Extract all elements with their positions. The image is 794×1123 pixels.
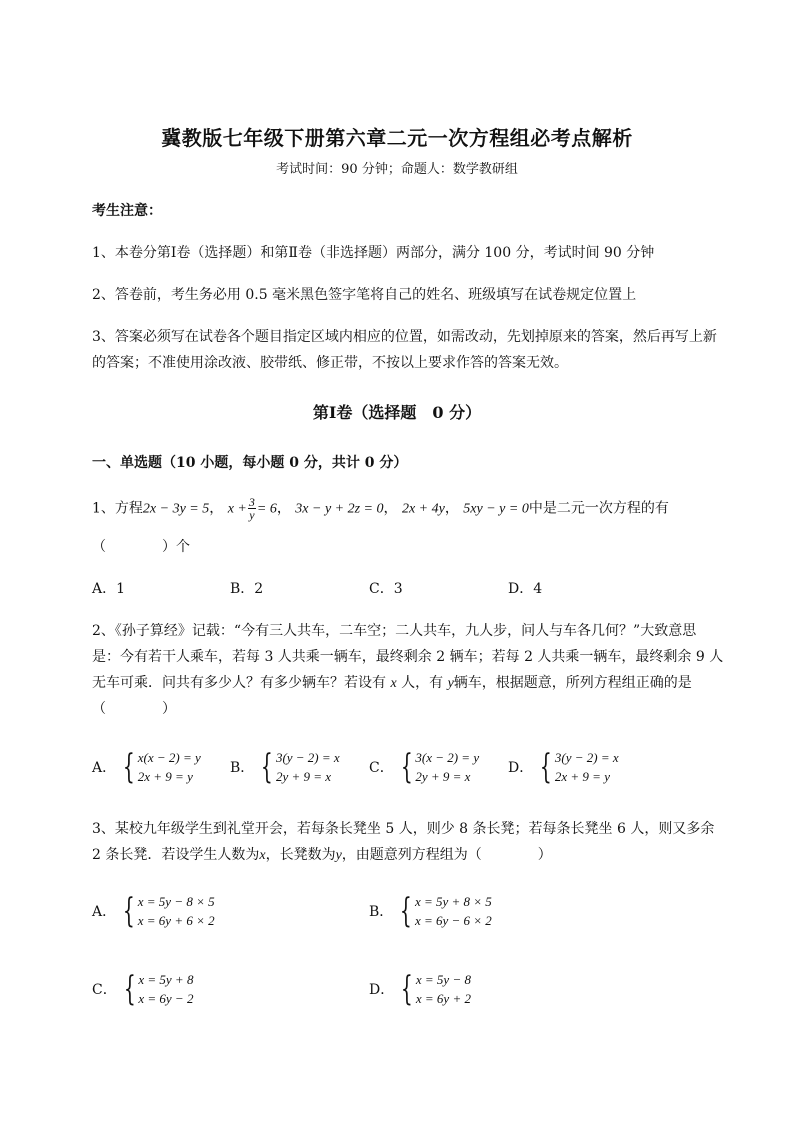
brace-icon: { bbox=[123, 969, 136, 1009]
q3-line-2 bbox=[92, 844, 552, 864]
q3-a-eq2: x = 6y + 6 × 2 bbox=[137, 913, 215, 928]
q1-blank: （ ）个 bbox=[92, 539, 190, 555]
part-heading: 一、单选题（10 小题，每小题 0 分，共计 0 分） bbox=[92, 455, 408, 471]
page-subtitle: 考试时间：90 分钟；命题人：数学教研组 bbox=[276, 162, 518, 177]
brace-icon: { bbox=[400, 747, 413, 787]
q1-fraction bbox=[248, 496, 256, 521]
q3-b-eq1: x = 5y + 8 × 5 bbox=[414, 894, 492, 909]
q2-b-eq2: 2y + 9 = x bbox=[275, 769, 332, 784]
page-title: 冀教版七年级下册第六章二元一次方程组必考点解析 bbox=[161, 126, 633, 150]
q2-c-eq2: 2y + 9 = x bbox=[415, 769, 471, 784]
q2-line-1: 2、《孙子算经》记载：“今有三人共车，二车空；二人共车，九人步，问人与车各几何？”大致意思 bbox=[92, 623, 697, 639]
notice-item-2: 2、答卷前，考生务必用 0.5 毫米黑色签字笔将自己的姓名、班级填写在试卷规定位置上 bbox=[92, 287, 637, 303]
q2-option-c-label: C． bbox=[369, 760, 394, 776]
brace-icon: { bbox=[261, 747, 274, 787]
q2-a-eq2: 2x + 9 = y bbox=[137, 769, 193, 784]
q2-option-a[interactable] bbox=[92, 748, 201, 786]
q2-c-eq1: 3(x − 2) = y bbox=[415, 750, 480, 765]
section-title: 第Ⅰ卷（选择题 0 分） bbox=[312, 403, 482, 422]
q1-prefix: 1、方程 bbox=[92, 500, 143, 517]
q3-var-x: x bbox=[259, 848, 266, 863]
q3-option-a-label: A． bbox=[92, 904, 117, 920]
brace-icon: { bbox=[122, 891, 135, 931]
q3-c-eq1: x = 5y + 8 bbox=[138, 972, 194, 987]
q1-eq1: 2x − 3y = 5 bbox=[142, 501, 210, 517]
notice-item-3: 3、答案必须写在试卷各个题目指定区域内相应的位置，如需改动，先划掉原来的答案，然后再写上新 bbox=[92, 329, 717, 345]
q1-frac-den: y bbox=[249, 508, 255, 522]
q3-b-eq2: x = 6y − 6 × 2 bbox=[414, 913, 492, 928]
q2-option-d[interactable] bbox=[508, 748, 619, 786]
q2-option-b[interactable] bbox=[230, 748, 340, 786]
brace-icon: { bbox=[122, 747, 135, 787]
q2-d-eq2: 2x + 9 = y bbox=[554, 769, 610, 784]
q2-a-eq1: x(x − 2) = y bbox=[137, 750, 201, 765]
q3-c-eq2: x = 6y − 2 bbox=[138, 991, 194, 1006]
q2-var-y: y bbox=[447, 676, 454, 691]
q1-option-a[interactable]: A．1 bbox=[92, 581, 126, 597]
q1-option-d[interactable]: D．4 bbox=[508, 581, 543, 597]
q1-suffix: 中是二元一次方程的有 bbox=[528, 500, 669, 517]
q3-d-eq1: x = 5y − 8 bbox=[415, 972, 471, 987]
q3-d-eq2: x = 6y + 2 bbox=[415, 991, 471, 1006]
q3-option-d-label: D． bbox=[369, 982, 395, 998]
q2-line-2: 是：今有若干人乘车，若每 3 人共乘一辆车，最终剩余 2 辆车；若每 2 人共乘一辆车，最终剩余 9 人 bbox=[92, 649, 724, 665]
q1-eq2-a: x + bbox=[227, 501, 247, 517]
brace-icon: { bbox=[400, 891, 413, 931]
q2-option-d-label: D． bbox=[508, 760, 534, 776]
q1-option-c[interactable]: C．3 bbox=[369, 581, 403, 597]
q1-frac-num: 3 bbox=[248, 495, 255, 509]
q3-line-2-a: 2 条长凳．若设学生人数为 bbox=[92, 847, 260, 863]
q2-d-eq1: 3(y − 2) = x bbox=[554, 750, 619, 765]
q3-option-b[interactable] bbox=[369, 892, 492, 930]
q2-line-3-a: 无车可乘．问共有多少人？有多少辆车？若设有 bbox=[92, 675, 386, 691]
q3-line-2-b: ，长凳数为 bbox=[265, 847, 336, 863]
q2-blank: （ ） bbox=[92, 701, 176, 717]
notice-item-1: 1、本卷分第Ⅰ卷（选择题）和第Ⅱ卷（非选择题）两部分，满分 100 分，考试时间 90 分钟 bbox=[92, 245, 655, 261]
q1-sep: ， bbox=[209, 500, 224, 517]
q3-option-b-label: B． bbox=[369, 904, 394, 920]
q2-option-c[interactable] bbox=[369, 748, 479, 786]
q3-line-2-c: ，由题意列方程组为（ ） bbox=[341, 847, 552, 863]
q1-eq5: 5xy − y = 0 bbox=[463, 501, 529, 517]
q2-b-eq1: 3(y − 2) = x bbox=[275, 750, 340, 765]
brace-icon: { bbox=[401, 969, 414, 1009]
q2-line-3-b: 人，有 bbox=[401, 675, 444, 691]
q2-line-3 bbox=[92, 672, 692, 692]
q3-var-y: y bbox=[335, 848, 342, 863]
q3-a-eq1: x = 5y − 8 × 5 bbox=[137, 894, 215, 909]
q1-eq3: 3x − y + 2z = 0 bbox=[295, 501, 384, 517]
notice-heading: 考生注意： bbox=[92, 203, 162, 219]
q2-line-3-c: 辆车，根据题意，所列方程组正确的是 bbox=[453, 675, 692, 691]
brace-icon: { bbox=[540, 747, 553, 787]
q2-option-b-label: B． bbox=[230, 760, 255, 776]
question-1: 1、方程2x − 3y = 5， x + $\frac{3}{y}$ = 6， 3x − y + 2z = 0， 2x + 4y， 5xy − y = 0中是二元一次方程的有 bbox=[92, 495, 669, 522]
q2-var-x: x bbox=[390, 676, 397, 691]
q3-line-1: 3、某校九年级学生到礼堂开会，若每条长凳坐 5 人，则少 8 条长凳；若每条长凳坐 6 人，则又多余 bbox=[92, 821, 715, 837]
q1-option-b[interactable]: B．2 bbox=[230, 581, 264, 597]
q1-eq4: 2x + 4y bbox=[401, 501, 445, 517]
q3-option-a[interactable] bbox=[92, 892, 215, 930]
q1-eq2-b: = 6 bbox=[256, 501, 277, 517]
q2-option-a-label: A． bbox=[92, 760, 117, 776]
q3-option-c-label: C． bbox=[92, 982, 117, 998]
notice-item-3-cont: 的答案；不准使用涂改液、胶带纸、修正带，不按以上要求作答的答案无效。 bbox=[92, 355, 568, 371]
q3-option-c[interactable] bbox=[92, 970, 193, 1008]
q3-option-d[interactable] bbox=[369, 970, 471, 1008]
